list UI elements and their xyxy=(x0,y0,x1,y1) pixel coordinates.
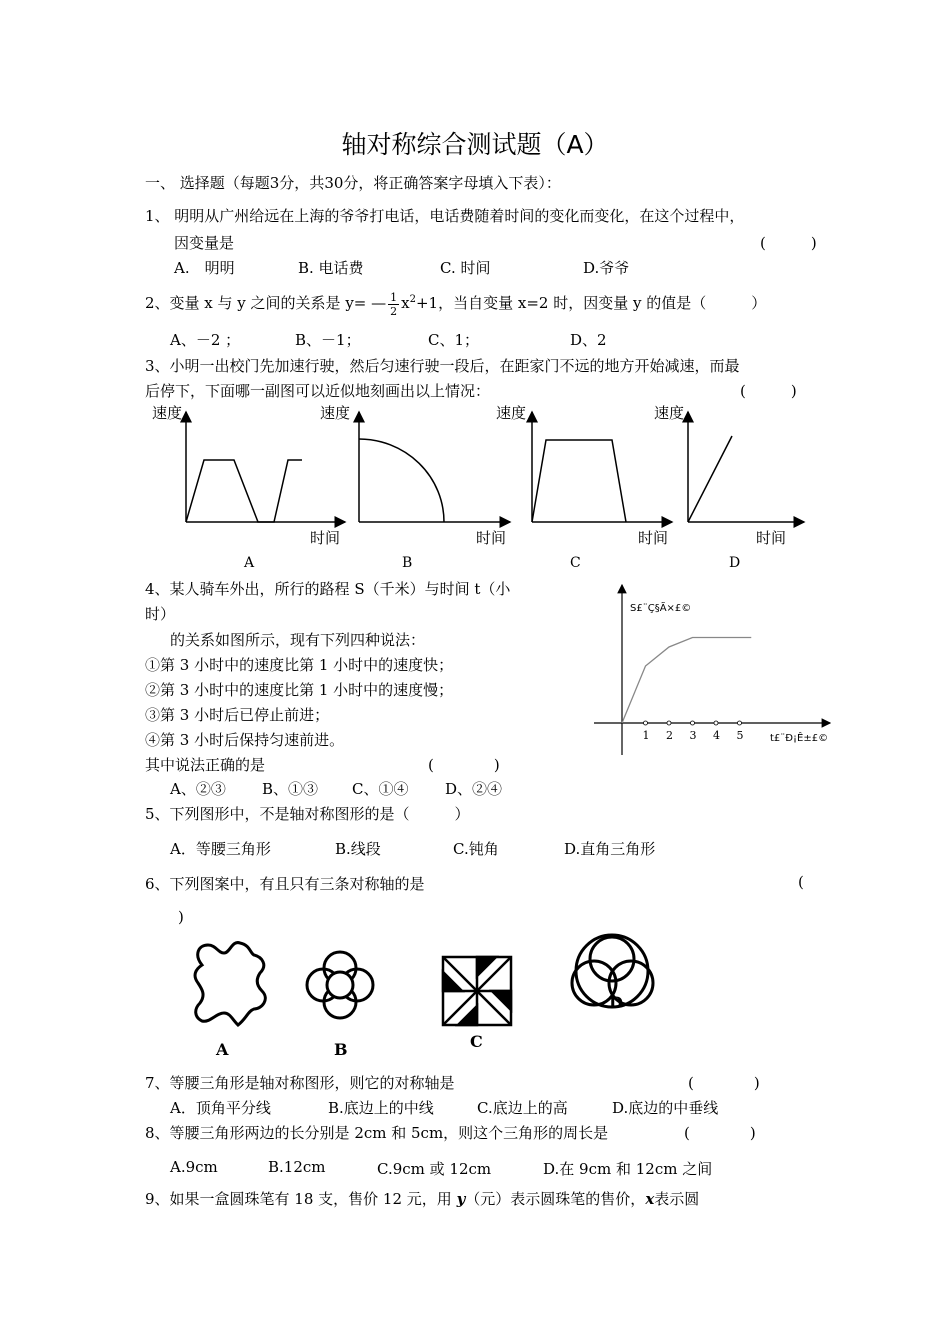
q8-option-a: A.9cm xyxy=(170,1158,218,1176)
q7-option-b: B.底边上的中线 xyxy=(328,1099,434,1117)
q4-tick-label: 3 xyxy=(689,729,697,742)
q2-option-a: A、－2 ； xyxy=(170,331,241,349)
q4-tick-mark xyxy=(644,721,648,725)
q4-distance-time-chart xyxy=(590,575,840,760)
q4-tick-label: 5 xyxy=(736,729,744,742)
q9-text xyxy=(145,1188,699,1209)
q7-option-a: A．顶角平分线 xyxy=(170,1099,271,1117)
q5-option-b: B.线段 xyxy=(335,840,381,858)
q4-ask: 其中说法正确的是 xyxy=(145,756,266,774)
q3-answer-paren: ( ) xyxy=(740,382,797,400)
q7-text: 7、等腰三角形是轴对称图形，则它的对称轴是 xyxy=(145,1074,455,1092)
q8-option-d: D.在 9cm 和 12cm 之间 xyxy=(543,1160,713,1178)
q4-statement-3: ③第 3 小时后已停止前进； xyxy=(145,706,330,724)
q6-patterns xyxy=(180,895,680,1065)
q4-option-c: C、①④ xyxy=(352,780,409,798)
q7-option-c: C.底边上的高 xyxy=(477,1099,568,1117)
q3-d-xlabel: 时间 xyxy=(756,529,787,547)
q4-ylabel: S£¨Ç§Ã×£© xyxy=(630,603,692,614)
q9-mid: （元）表示圆珠笔的售价， xyxy=(465,1190,646,1208)
q4-tick-mark xyxy=(691,721,695,725)
q2-x: x xyxy=(401,294,410,312)
q6-text: 6、下列图案中，有且只有三条对称轴的是 xyxy=(145,875,425,893)
q1-option-a: A. 明明 xyxy=(174,259,235,277)
q3-graph-c xyxy=(496,404,672,571)
q1-text: 1、 明明从广州给远在上海的爷爷打电话，电话费随着时间的变化而变化，在这个过程中， xyxy=(145,207,745,225)
q8-text: 8、等腰三角形两边的长分别是 2cm 和 5cm，则这个三角形的周长是 xyxy=(145,1124,609,1142)
q7-option-d: D.底边的中垂线 xyxy=(612,1099,719,1117)
q3-c-letter: C xyxy=(570,555,581,571)
q6-pattern-c xyxy=(443,957,511,1051)
q4-option-b: B、①③ xyxy=(262,780,319,798)
q4-tick-mark xyxy=(667,721,671,725)
q3-d-letter: D xyxy=(729,555,741,571)
page-title: 轴对称综合测试题（A） xyxy=(341,130,609,159)
q9-post: 表示圆 xyxy=(654,1190,700,1208)
q4-text-2: 时） xyxy=(145,605,176,623)
q4-tick-mark xyxy=(738,721,742,725)
q3-c-ylabel: 速度 xyxy=(496,404,527,422)
q4-text-3: 的关系如图所示，现有下列四种说法： xyxy=(170,631,426,649)
q4-option-a: A、②③ xyxy=(170,780,226,798)
q3-b-xlabel: 时间 xyxy=(476,529,507,547)
q4-tick-label: 2 xyxy=(666,729,673,742)
q5-option-d: D.直角三角形 xyxy=(564,840,656,858)
q3-a-ylabel: 速度 xyxy=(152,404,183,422)
q2-option-c: C、1； xyxy=(428,331,480,349)
q6-paren-open: ( xyxy=(798,873,804,891)
q2-frac-num: 1 xyxy=(390,290,398,304)
q1-option-b: B. 电话费 xyxy=(298,259,364,277)
q6-pattern-b xyxy=(307,952,373,1059)
q6-pattern-d xyxy=(572,935,653,1012)
q4-statement-2: ②第 3 小时中的速度比第 1 小时中的速度慢； xyxy=(145,681,454,699)
q3-graph-a xyxy=(152,404,345,571)
q1-option-c: C. 时间 xyxy=(440,259,491,277)
q4-statement-1: ①第 3 小时中的速度比第 1 小时中的速度快； xyxy=(145,656,454,674)
q6-a-label: A xyxy=(216,1040,229,1059)
q6-d-label: D xyxy=(609,993,623,1012)
q3-graph-b xyxy=(320,404,510,571)
q3-b-letter: B xyxy=(402,555,413,571)
q6-b-label: B xyxy=(334,1040,348,1059)
q8-option-b: B.12cm xyxy=(268,1158,326,1176)
q2-option-d: D、2 xyxy=(570,331,607,349)
q4-answer-paren: ( ) xyxy=(428,756,500,774)
q2-frac-den: 2 xyxy=(390,304,398,318)
q4-option-d: D、②④ xyxy=(445,780,503,798)
q3-c-xlabel: 时间 xyxy=(638,529,669,547)
q6-paren-close: ) xyxy=(178,908,184,926)
section-heading: 一、 选择题（每题3分，共30分，将正确答案字母填入下表）： xyxy=(145,174,561,192)
q2-post: +1，当自变量 x=2 时，因变量 y 的值是（ ） xyxy=(415,294,767,312)
q3-graph-d xyxy=(654,404,804,571)
q3-graphs xyxy=(140,400,820,575)
q2-option-b: B、－1； xyxy=(295,331,361,349)
q1-answer-paren: ( ) xyxy=(760,234,817,252)
q4-xlabel: t£¨Ð¡Ê±£© xyxy=(770,733,829,744)
q2-sup: 2 xyxy=(409,294,416,305)
q1-option-d: D.爷爷 xyxy=(583,259,630,277)
q3-a-xlabel: 时间 xyxy=(310,529,341,547)
q8-option-c: C.9cm 或 12cm xyxy=(377,1160,492,1178)
q3-b-ylabel: 速度 xyxy=(320,404,351,422)
q4-series-line xyxy=(622,638,751,724)
q6-c-label: C xyxy=(470,1032,483,1051)
q3-text-2: 后停下，下面哪一副图可以近似地刻画出以上情况： xyxy=(145,382,491,400)
q2-text xyxy=(145,282,766,321)
q9-x: x xyxy=(645,1190,655,1208)
q2-pre: 2、变量 x 与 y 之间的关系是 y= — xyxy=(145,294,387,312)
q4-tick-label: 4 xyxy=(713,729,720,742)
q7-answer-paren: ( ) xyxy=(688,1074,760,1092)
q4-tick-label: 1 xyxy=(642,729,650,742)
q1-text-2: 因变量是 xyxy=(174,234,235,252)
q8-answer-paren: ( ) xyxy=(684,1124,756,1142)
q6-pattern-a xyxy=(195,943,265,1059)
q3-d-ylabel: 速度 xyxy=(654,404,685,422)
q5-option-a: A．等腰三角形 xyxy=(170,840,271,858)
q3-text: 3、小明一出校门先加速行驶，然后匀速行驶一段后，在距家门不远的地方开始减速，而最 xyxy=(145,357,740,375)
q4-text: 4、某人骑车外出，所行的路程 S（千米）与时间 t（小 xyxy=(145,580,511,598)
q2-fraction xyxy=(388,291,399,318)
q9-pre: 9、如果一盒圆珠笔有 18 支，售价 12 元，用 xyxy=(145,1190,452,1208)
q4-statement-4: ④第 3 小时后保持匀速前进。 xyxy=(145,731,345,749)
q9-y: y xyxy=(456,1190,466,1208)
q4-tick-mark xyxy=(714,721,718,725)
q5-text: 5、下列图形中，不是轴对称图形的是（ ） xyxy=(145,805,470,823)
q3-a-letter: A xyxy=(244,555,255,571)
q5-option-c: C.钝角 xyxy=(453,840,499,858)
